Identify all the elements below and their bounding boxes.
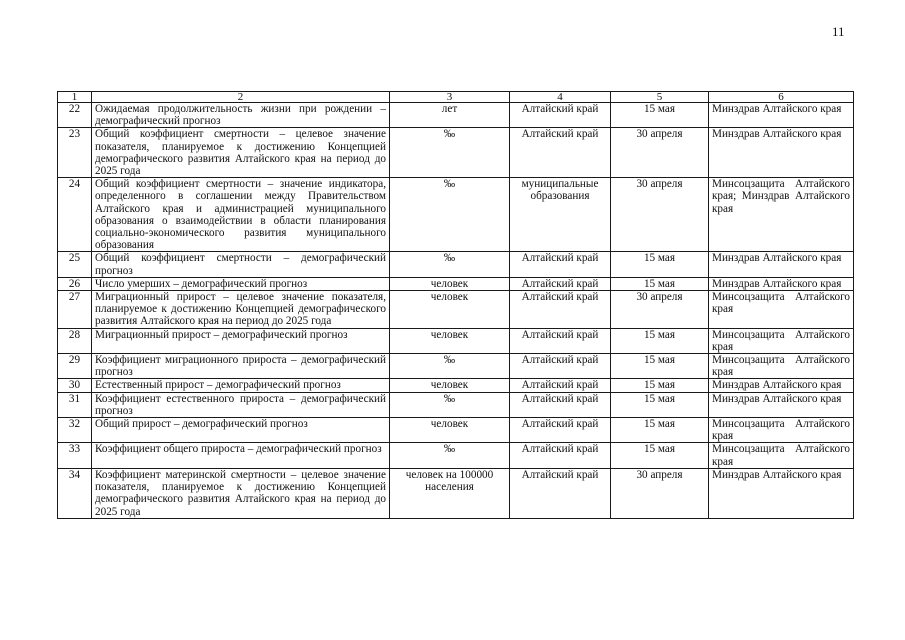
column-header: 3: [390, 92, 510, 103]
unit-of-measure: человек: [390, 277, 510, 290]
responsible-body: Минздрав Алтайского края: [709, 277, 854, 290]
row-number: 28: [58, 328, 92, 353]
territory: муниципальные образования: [510, 178, 611, 252]
deadline: 15 мая: [611, 277, 709, 290]
unit-of-measure: человек: [390, 418, 510, 443]
indicator-name: Миграционный прирост – демографический прогноз: [92, 328, 390, 353]
table-row: [58, 418, 854, 443]
responsible-body: Минздрав Алтайского края: [709, 379, 854, 392]
responsible-body: Минздрав Алтайского края: [709, 252, 854, 277]
unit-of-measure: ‰: [390, 128, 510, 178]
responsible-body: Минздрав Алтайского края: [709, 392, 854, 417]
row-number: 32: [58, 418, 92, 443]
deadline: 15 мая: [611, 252, 709, 277]
table-header-row: [58, 92, 854, 103]
unit-of-measure: ‰: [390, 354, 510, 379]
row-number: 25: [58, 252, 92, 277]
unit-of-measure: ‰: [390, 392, 510, 417]
indicator-name: Коэффициент естественного прироста – демографический прогноз: [92, 392, 390, 417]
deadline: 30 апреля: [611, 468, 709, 518]
unit-of-measure: человек на 100000 населения: [390, 468, 510, 518]
table-row: [58, 468, 854, 518]
deadline: 15 мая: [611, 443, 709, 468]
row-number: 22: [58, 103, 92, 128]
responsible-body: Минсоцзащита Алтайского края: [709, 418, 854, 443]
territory: Алтайский край: [510, 252, 611, 277]
indicator-name: Общий коэффициент смертности – значение индикатора, определенного в соглашении между Правительством Алтайского края и администрацией муниципального образования о взаимодействии в области планирования социально-экономического развития муниципального образования: [92, 178, 390, 252]
deadline: 15 мая: [611, 354, 709, 379]
row-number: 34: [58, 468, 92, 518]
territory: Алтайский край: [510, 291, 611, 329]
table-row: [58, 291, 854, 329]
deadline: 15 мая: [611, 418, 709, 443]
deadline: 15 мая: [611, 328, 709, 353]
column-header: 6: [709, 92, 854, 103]
territory: Алтайский край: [510, 128, 611, 178]
unit-of-measure: человек: [390, 328, 510, 353]
territory: Алтайский край: [510, 443, 611, 468]
territory: Алтайский край: [510, 103, 611, 128]
table-row: [58, 354, 854, 379]
table-row: [58, 252, 854, 277]
unit-of-measure: человек: [390, 291, 510, 329]
deadline: 15 мая: [611, 392, 709, 417]
responsible-body: Минсоцзащита Алтайского края: [709, 354, 854, 379]
indicator-name: Коэффициент общего прироста – демографический прогноз: [92, 443, 390, 468]
deadline: 15 мая: [611, 103, 709, 128]
unit-of-measure: ‰: [390, 178, 510, 252]
column-header: 2: [92, 92, 390, 103]
indicator-name: Коэффициент материнской смертности – целевое значение показателя, планируемое к достижению Концепцией демографического развития Алтайского края на период до 2025 года: [92, 468, 390, 518]
unit-of-measure: человек: [390, 379, 510, 392]
deadline: 15 мая: [611, 379, 709, 392]
responsible-body: Минздрав Алтайского края: [709, 468, 854, 518]
row-number: 29: [58, 354, 92, 379]
unit-of-measure: ‰: [390, 252, 510, 277]
row-number: 23: [58, 128, 92, 178]
territory: Алтайский край: [510, 418, 611, 443]
responsible-body: Минздрав Алтайского края: [709, 128, 854, 178]
responsible-body: Минсоцзащита Алтайского края: [709, 328, 854, 353]
table-row: [58, 103, 854, 128]
deadline: 30 апреля: [611, 128, 709, 178]
column-header: 5: [611, 92, 709, 103]
territory: Алтайский край: [510, 277, 611, 290]
column-header: 1: [58, 92, 92, 103]
territory: Алтайский край: [510, 468, 611, 518]
territory: Алтайский край: [510, 379, 611, 392]
unit-of-measure: лет: [390, 103, 510, 128]
row-number: 24: [58, 178, 92, 252]
responsible-body: Минсоцзащита Алтайского края: [709, 443, 854, 468]
column-header: 4: [510, 92, 611, 103]
indicator-name: Естественный прирост – демографический прогноз: [92, 379, 390, 392]
indicator-name: Общий прирост – демографический прогноз: [92, 418, 390, 443]
row-number: 30: [58, 379, 92, 392]
territory: Алтайский край: [510, 392, 611, 417]
table-row: [58, 178, 854, 252]
table-row: [58, 328, 854, 353]
deadline: 30 апреля: [611, 291, 709, 329]
indicator-name: Общий коэффициент смертности – демографический прогноз: [92, 252, 390, 277]
row-number: 31: [58, 392, 92, 417]
table-row: [58, 379, 854, 392]
table-row: [58, 443, 854, 468]
unit-of-measure: ‰: [390, 443, 510, 468]
indicator-name: Коэффициент миграционного прироста – демографический прогноз: [92, 354, 390, 379]
table-row: [58, 392, 854, 417]
table-row: [58, 128, 854, 178]
row-number: 26: [58, 277, 92, 290]
page-number: 11: [832, 24, 845, 39]
indicators-table: [57, 91, 854, 519]
responsible-body: Минздрав Алтайского края: [709, 103, 854, 128]
row-number: 33: [58, 443, 92, 468]
indicator-name: Общий коэффициент смертности – целевое значение показателя, планируемое к достижению Концепцией демографического развития Алтайского края на период до 2025 года: [92, 128, 390, 178]
indicator-name: Число умерших – демографический прогноз: [92, 277, 390, 290]
indicator-name: Миграционный прирост – целевое значение показателя, планируемое к достижению Концепцией демографического развития Алтайского края на период до 2025 года: [92, 291, 390, 329]
territory: Алтайский край: [510, 328, 611, 353]
indicator-name: Ожидаемая продолжительность жизни при рождении – демографический прогноз: [92, 103, 390, 128]
territory: Алтайский край: [510, 354, 611, 379]
deadline: 30 апреля: [611, 178, 709, 252]
responsible-body: Минсоцзащита Алтайского края: [709, 291, 854, 329]
table-row: [58, 277, 854, 290]
responsible-body: Минсоцзащита Алтайского края; Минздрав Алтайского края: [709, 178, 854, 252]
row-number: 27: [58, 291, 92, 329]
